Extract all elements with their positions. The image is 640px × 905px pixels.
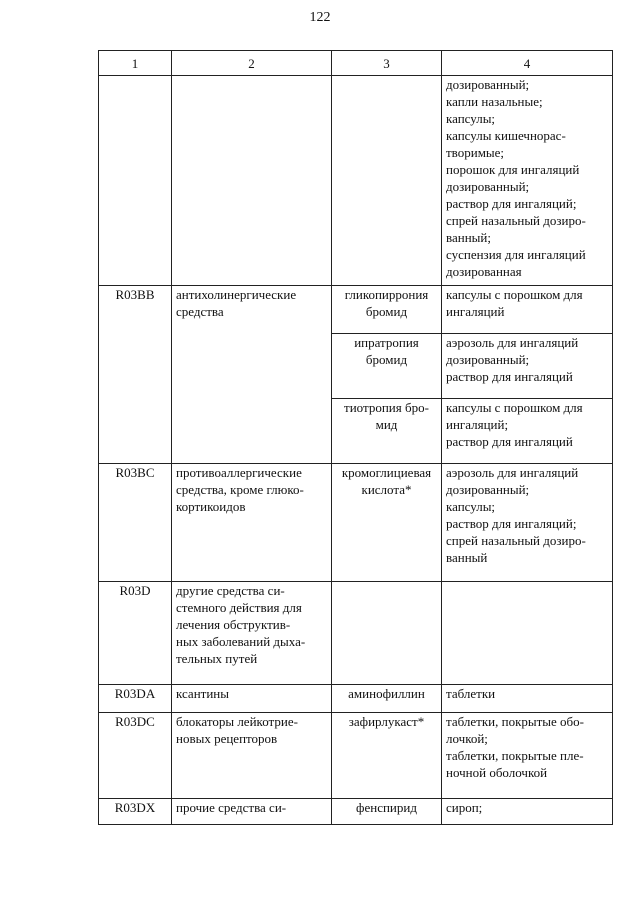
group-line: ксантины: [176, 686, 229, 701]
table-row: [99, 76, 613, 286]
group-line: новых рецепторов: [176, 731, 278, 746]
inn-line: бромид: [365, 304, 408, 319]
group-line: кортикоидов: [176, 499, 246, 514]
group-cell: [172, 713, 332, 799]
forms-cell: [442, 76, 613, 286]
form-line: дозированная: [446, 264, 522, 279]
column-header-1: 1: [99, 51, 172, 76]
inn-line: зафирлукаст*: [348, 714, 425, 729]
form-line: таблетки, покрытые пле-: [446, 748, 584, 763]
table-row: [99, 286, 613, 334]
form-line: спрей назальный дозиро-: [446, 533, 586, 548]
group-cell: [172, 286, 332, 464]
inn-line: тиотропия бро-: [344, 400, 429, 415]
group-cell: [172, 799, 332, 825]
group-line: средства, кроме глюко-: [176, 482, 304, 497]
form-line: таблетки, покрытые обо-: [446, 714, 584, 729]
form-line: раствор для ингаляций: [446, 369, 573, 384]
group-cell: [172, 685, 332, 713]
forms-cell: [442, 286, 613, 334]
form-line: раствор для ингаляций;: [446, 196, 577, 211]
group-line: противоаллергические: [176, 465, 302, 480]
table-row: [99, 464, 613, 582]
table-row: [99, 713, 613, 799]
form-line: таблетки: [446, 686, 496, 701]
form-line: аэрозоль для ингаляций: [446, 465, 579, 480]
form-line: раствор для ингаляций;: [446, 516, 577, 531]
form-line: капсулы с порошком для: [446, 400, 583, 415]
inn-line: гликопиррония: [344, 287, 429, 302]
medication-table: [98, 50, 613, 825]
form-line: сироп;: [446, 800, 483, 815]
form-line: спрей назальный дозиро-: [446, 213, 586, 228]
inn-line: фенспирид: [356, 800, 417, 815]
column-header-2: 2: [172, 51, 332, 76]
group-line: ных заболеваний дыха-: [176, 634, 306, 649]
form-line: дозированный;: [446, 179, 530, 194]
column-header-4: 4: [442, 51, 613, 76]
form-line: творимые;: [446, 145, 505, 160]
inn-cell: [332, 286, 442, 334]
group-line: тельных путей: [176, 651, 258, 666]
inn-cell: [332, 334, 442, 399]
inn-cell: [332, 582, 442, 685]
table-header-row: [99, 51, 613, 76]
forms-cell: [442, 399, 613, 464]
group-cell: [172, 464, 332, 582]
form-line: ночной оболочкой: [446, 765, 548, 780]
group-cell: [172, 76, 332, 286]
form-line: капсулы кишечнорас-: [446, 128, 566, 143]
forms-cell: [442, 799, 613, 825]
form-line: капсулы с порошком для: [446, 287, 583, 302]
form-line: капли назальные;: [446, 94, 543, 109]
table-row: [99, 799, 613, 825]
form-line: суспензия для ингаляций: [446, 247, 586, 262]
inn-line: кислота*: [361, 482, 412, 497]
form-line: капсулы;: [446, 111, 496, 126]
group-line: лечения обструктив-: [176, 617, 291, 632]
form-line: ингаляций: [446, 304, 505, 319]
page-number: 122: [309, 10, 331, 25]
code-cell: R03DX: [99, 799, 172, 825]
table-row: [99, 582, 613, 685]
group-line: другие средства си-: [176, 583, 285, 598]
form-line: ингаляций;: [446, 417, 509, 432]
group-line: прочие средства си-: [176, 800, 287, 815]
form-line: дозированный;: [446, 482, 530, 497]
form-line: капсулы;: [446, 499, 496, 514]
inn-line: кромоглициевая: [341, 465, 432, 480]
form-line: дозированный;: [446, 77, 530, 92]
inn-cell: [332, 799, 442, 825]
form-line: аэрозоль для ингаляций: [446, 335, 579, 350]
code-cell: R03BB: [99, 286, 172, 464]
forms-cell: [442, 582, 613, 685]
form-line: дозированный;: [446, 352, 530, 367]
form-line: ванный;: [446, 230, 491, 245]
inn-cell: [332, 399, 442, 464]
group-cell: [172, 582, 332, 685]
inn-line: ипратропия: [354, 335, 419, 350]
table-row: [99, 685, 613, 713]
inn-cell: [332, 464, 442, 582]
code-cell: [99, 76, 172, 286]
form-line: порошок для ингаляций: [446, 162, 580, 177]
forms-cell: [442, 713, 613, 799]
inn-cell: [332, 76, 442, 286]
group-line: блокаторы лейкотрие-: [176, 714, 298, 729]
group-line: стемного действия для: [176, 600, 302, 615]
inn-cell: [332, 713, 442, 799]
inn-cell: [332, 685, 442, 713]
forms-cell: [442, 464, 613, 582]
form-line: лочкой;: [446, 731, 488, 746]
group-line: средства: [176, 304, 224, 319]
inn-line: бромид: [365, 352, 408, 367]
column-header-3: 3: [332, 51, 442, 76]
code-cell: R03D: [99, 582, 172, 685]
inn-line: мид: [375, 417, 398, 432]
form-line: раствор для ингаляций: [446, 434, 573, 449]
code-cell: R03DC: [99, 713, 172, 799]
group-line: антихолинергические: [176, 287, 297, 302]
form-line: ванный: [446, 550, 488, 565]
code-cell: R03BC: [99, 464, 172, 582]
code-cell: R03DA: [99, 685, 172, 713]
forms-cell: [442, 334, 613, 399]
forms-cell: [442, 685, 613, 713]
inn-line: аминофиллин: [348, 686, 425, 701]
